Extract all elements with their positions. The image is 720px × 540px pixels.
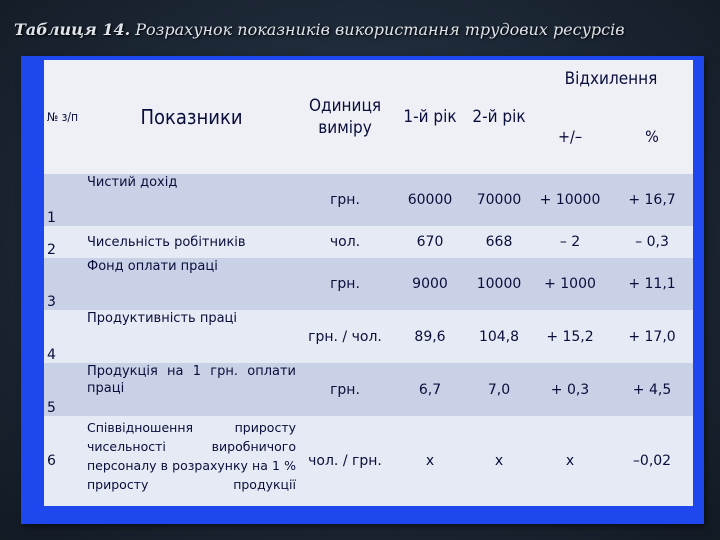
row-num: 5 (44, 363, 84, 416)
row-num: 1 (44, 174, 84, 226)
row-year2: 70000 (469, 174, 529, 226)
row-abs: + 10000 (529, 174, 611, 226)
row-num: 3 (44, 258, 84, 310)
row-unit: грн. (299, 363, 391, 416)
row-year2: 668 (469, 226, 529, 258)
table-row (44, 174, 693, 226)
row-year1: 89,6 (391, 310, 469, 363)
row-pct: + 4,5 (611, 363, 693, 416)
indicators-table (44, 60, 693, 506)
row-year2: 104,8 (469, 310, 529, 363)
row-year1: 670 (391, 226, 469, 258)
row-indicator: Фонд оплати праці (84, 258, 299, 310)
row-pct: + 16,7 (611, 174, 693, 226)
row-pct: –0,02 (611, 416, 693, 506)
table-panel (21, 56, 704, 524)
row-abs: + 0,3 (529, 363, 611, 416)
slide-title (14, 20, 714, 39)
row-num: 6 (44, 416, 84, 506)
table-caption: Розрахунок показників використання трудових ресурсів (135, 20, 625, 39)
header-unit: Одиниця виміру (299, 60, 391, 174)
row-year2: 7,0 (469, 363, 529, 416)
header-num: № з/п (44, 60, 84, 174)
header-abs: +/– (529, 98, 611, 174)
row-year2: 10000 (469, 258, 529, 310)
table-row (44, 363, 693, 416)
row-unit: грн. (299, 174, 391, 226)
row-abs: х (529, 416, 611, 506)
row-unit: грн. (299, 258, 391, 310)
row-indicator: Чисельність робітників (84, 226, 299, 258)
row-year1: х (391, 416, 469, 506)
row-num: 4 (44, 310, 84, 363)
row-unit: чол. / грн. (299, 416, 391, 506)
row-unit: чол. (299, 226, 391, 258)
row-indicator: Чистий дохід (84, 174, 299, 226)
table-row (44, 310, 693, 363)
table-number: Таблиця 14. (14, 20, 131, 39)
row-year1: 9000 (391, 258, 469, 310)
row-abs: – 2 (529, 226, 611, 258)
row-indicator: Продукція на 1 грн. оплати праці (84, 363, 299, 416)
row-indicator: Продуктивність праці (84, 310, 299, 363)
row-num: 2 (44, 226, 84, 258)
row-year1: 6,7 (391, 363, 469, 416)
row-year2: х (469, 416, 529, 506)
header-year1: 1-й рік (391, 60, 469, 174)
table-row (44, 226, 693, 258)
header-indicator: Показники (84, 60, 299, 174)
row-pct: + 17,0 (611, 310, 693, 363)
table-row (44, 416, 693, 506)
row-abs: + 15,2 (529, 310, 611, 363)
row-abs: + 1000 (529, 258, 611, 310)
row-indicator: Співвідношення приросту чисельності виробничого персоналу в розрахунку на 1 % приросту продукції (84, 416, 299, 506)
row-year1: 60000 (391, 174, 469, 226)
header-year2: 2-й рік (469, 60, 529, 174)
table-row (44, 258, 693, 310)
header-pct: % (611, 98, 693, 174)
row-pct: – 0,3 (611, 226, 693, 258)
row-pct: + 11,1 (611, 258, 693, 310)
header-deviation: Відхилення (529, 60, 693, 98)
row-unit: грн. / чол. (299, 310, 391, 363)
